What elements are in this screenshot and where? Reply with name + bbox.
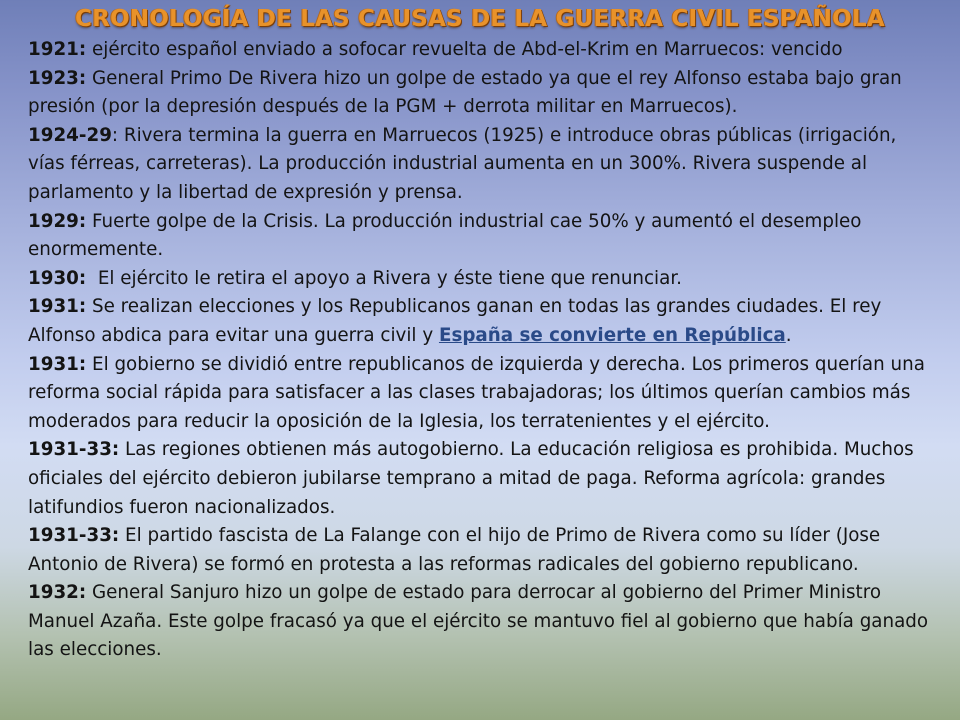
entry-year: 1923: <box>28 67 87 89</box>
entry-year: 1924-29 <box>28 124 112 146</box>
entry-year: 1929: <box>28 210 87 232</box>
timeline-entry-1931-33-falange <box>28 522 933 579</box>
timeline-entry-1931-division <box>28 351 933 437</box>
entry-year: 1931: <box>28 296 87 318</box>
timeline-entry-1931-33-reforms <box>28 436 933 522</box>
slide-title: CRONOLOGÍA DE LAS CAUSAS DE LA GUERRA CIVIL ESPAÑOLA <box>75 6 885 32</box>
republic-link[interactable]: España se convierte en República <box>438 324 786 346</box>
timeline-entry-1932 <box>28 579 933 665</box>
entry-year: 1932: <box>28 582 87 604</box>
entry-year: 1930: <box>28 267 87 289</box>
entry-text: Fuerte golpe de la Crisis. La producción industrial cae 50% y aumentó el desempleo enormemente. <box>28 210 862 261</box>
entry-year: 1921: <box>28 39 87 60</box>
entry-text-after: . <box>785 324 792 346</box>
timeline-entry-1931-elections <box>28 293 933 350</box>
entry-text: El partido fascista de La Falange con el hijo de Primo de Rivera como su líder (Jose Antonio de Rivera) se formó en protesta a las reformas radicales del gobierno republicano. <box>28 525 881 575</box>
entry-year: 1931-33: <box>28 439 120 461</box>
timeline-entry-1929 <box>28 208 933 265</box>
timeline-body <box>28 36 933 665</box>
entry-text: El gobierno se dividió entre republicanos de izquierda y derecha. Los primeros querían una reforma social rápida para satisfacer a las clases trabajadoras; los últimos querían cambios más moderados para reducir la oposición de la Iglesia, los terratenientes y el ejército. <box>28 353 925 432</box>
timeline-entry-1921 <box>28 36 933 65</box>
entry-text: General Primo De Rivera hizo un golpe de estado ya que el rey Alfonso estaba bajo gran presión (por la depresión después de la PGM + derrota militar en Marruecos). <box>28 67 902 118</box>
entry-text: El ejército le retira el apoyo a Rivera y éste tiene que renunciar. <box>86 267 682 289</box>
entry-text: ejército español enviado a sofocar revuelta de Abd-el-Krim en Marruecos: vencido <box>86 39 843 60</box>
entry-text: Se realizan elecciones y los Republicanos ganan en todas las grandes ciudades. El rey Alfonso abdica para evitar una guerra civil y <box>28 296 882 346</box>
entry-text: General Sanjuro hizo un golpe de estado para derrocar al gobierno del Primer Ministro Manuel Azaña. Este golpe fracasó ya que el ejército se mantuvo fiel al gobierno que había ganado las elecciones. <box>28 582 929 661</box>
timeline-entry-1923 <box>28 65 933 122</box>
entry-text: : Rivera termina la guerra en Marruecos (1925) e introduce obras públicas (irrigación, vías férreas, carreteras). La producción industrial aumenta en un 300%. Rivera suspende al parlamento y la libertad de expresión y prensa. <box>28 124 897 203</box>
entry-text: Las regiones obtienen más autogobierno. La educación religiosa es prohibida. Muchos oficiales del ejército debieron jubilarse temprano a mitad de paga. Reforma agrícola: grandes latifundios fueron nacionalizados. <box>28 439 914 518</box>
timeline-entry-1924-29 <box>28 122 933 208</box>
entry-year: 1931-33: <box>28 525 120 547</box>
timeline-entry-1930 <box>28 265 933 294</box>
entry-year: 1931: <box>28 353 87 375</box>
